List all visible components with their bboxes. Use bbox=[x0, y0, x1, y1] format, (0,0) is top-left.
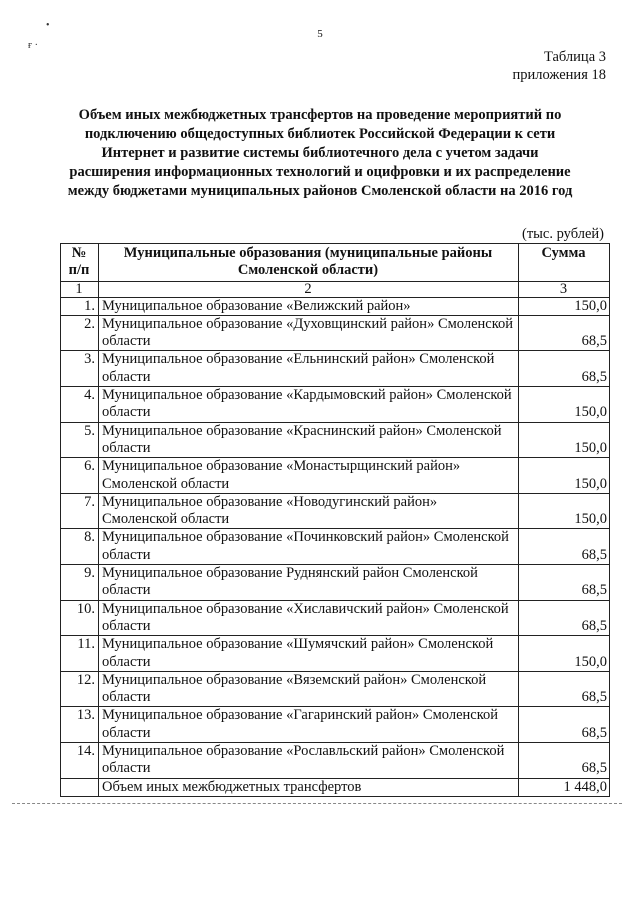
table-row bbox=[61, 743, 610, 779]
row-sum: 68,5 bbox=[519, 565, 610, 601]
row-sum: 150,0 bbox=[519, 458, 610, 494]
row-number: 1. bbox=[61, 297, 99, 315]
row-number: 7. bbox=[61, 493, 99, 529]
table-row bbox=[61, 422, 610, 458]
column-index-row bbox=[61, 281, 610, 297]
page-number: 5 bbox=[317, 28, 323, 40]
document-title: Объем иных межбюджетных трансфертов на проведение мероприятий по подключению общедоступных библиотек Российской Федерации к сети Интернет и развитие системы библиотечного дела с учетом задачи расширения информационных технологий и оцифровки и их распределение между бюджетами муниципальных районов Смоленской области на 2016 год bbox=[67, 107, 573, 199]
table-row bbox=[61, 493, 610, 529]
total-label: Объем иных межбюджетных трансфертов bbox=[99, 778, 519, 796]
row-name: Муниципальное образование «Монастырщинский район» Смоленской области bbox=[99, 458, 519, 494]
header-number: № п/п bbox=[61, 244, 99, 282]
row-name: Муниципальное образование «Гагаринский район» Смоленской области bbox=[99, 707, 519, 743]
row-sum: 68,5 bbox=[519, 707, 610, 743]
scan-mark-dot: • bbox=[46, 20, 50, 31]
row-name: Муниципальное образование «Новодугинский район» Смоленской области bbox=[99, 493, 519, 529]
row-number: 5. bbox=[61, 422, 99, 458]
column-index: 3 bbox=[519, 281, 610, 297]
row-name: Муниципальное образование «Кардымовский район» Смоленской области bbox=[99, 387, 519, 423]
row-name: Муниципальное образование «Хиславичский район» Смоленской области bbox=[99, 600, 519, 636]
row-name: Муниципальное образование Руднянский район Смоленской области bbox=[99, 565, 519, 601]
row-name: Муниципальное образование «Починковский район» Смоленской области bbox=[99, 529, 519, 565]
row-number: 8. bbox=[61, 529, 99, 565]
column-index: 1 bbox=[61, 281, 99, 297]
table-row bbox=[61, 529, 610, 565]
table-row bbox=[61, 351, 610, 387]
table-row bbox=[61, 315, 610, 351]
row-sum: 68,5 bbox=[519, 529, 610, 565]
row-number: 6. bbox=[61, 458, 99, 494]
appendix-reference: приложения 18 bbox=[512, 67, 606, 83]
scan-mark-scribble: ғ · bbox=[28, 40, 38, 51]
row-number: 2. bbox=[61, 315, 99, 351]
row-name: Муниципальное образование «Духовщинский район» Смоленской области bbox=[99, 315, 519, 351]
total-number-cell bbox=[61, 778, 99, 796]
row-name: Муниципальное образование «Шумячский район» Смоленской области bbox=[99, 636, 519, 672]
row-number: 9. bbox=[61, 565, 99, 601]
table-row bbox=[61, 387, 610, 423]
table-row bbox=[61, 600, 610, 636]
header-sum: Сумма bbox=[519, 244, 610, 282]
row-number: 12. bbox=[61, 671, 99, 707]
row-sum: 150,0 bbox=[519, 422, 610, 458]
table-row bbox=[61, 707, 610, 743]
row-sum: 68,5 bbox=[519, 743, 610, 779]
row-name: Муниципальное образование «Рославльский район» Смоленской области bbox=[99, 743, 519, 779]
table-row bbox=[61, 297, 610, 315]
row-number: 13. bbox=[61, 707, 99, 743]
table-row bbox=[61, 636, 610, 672]
row-number: 14. bbox=[61, 743, 99, 779]
page-edge-line bbox=[12, 803, 622, 804]
row-sum: 150,0 bbox=[519, 387, 610, 423]
row-name: Муниципальное образование «Вяземский район» Смоленской области bbox=[99, 671, 519, 707]
header-row bbox=[61, 244, 610, 282]
row-number: 11. bbox=[61, 636, 99, 672]
row-number: 3. bbox=[61, 351, 99, 387]
column-index: 2 bbox=[99, 281, 519, 297]
row-sum: 68,5 bbox=[519, 351, 610, 387]
row-name: Муниципальное образование «Ельнинский район» Смоленской области bbox=[99, 351, 519, 387]
row-sum: 68,5 bbox=[519, 315, 610, 351]
total-sum: 1 448,0 bbox=[519, 778, 610, 796]
table-row bbox=[61, 671, 610, 707]
table-row bbox=[61, 458, 610, 494]
row-number: 10. bbox=[61, 600, 99, 636]
row-name: Муниципальное образование «Велижский район» bbox=[99, 297, 519, 315]
row-sum: 68,5 bbox=[519, 671, 610, 707]
row-sum: 150,0 bbox=[519, 297, 610, 315]
row-sum: 150,0 bbox=[519, 636, 610, 672]
transfers-table bbox=[60, 243, 610, 797]
header-name: Муниципальные образования (муниципальные районы Смоленской области) bbox=[99, 244, 519, 282]
row-name: Муниципальное образование «Краснинский район» Смоленской области bbox=[99, 422, 519, 458]
row-number: 4. bbox=[61, 387, 99, 423]
table-reference: Таблица 3 bbox=[543, 49, 606, 65]
units-label: (тыс. рублей) bbox=[522, 226, 604, 242]
row-sum: 68,5 bbox=[519, 600, 610, 636]
table-row bbox=[61, 565, 610, 601]
total-row bbox=[61, 778, 610, 796]
row-sum: 150,0 bbox=[519, 493, 610, 529]
